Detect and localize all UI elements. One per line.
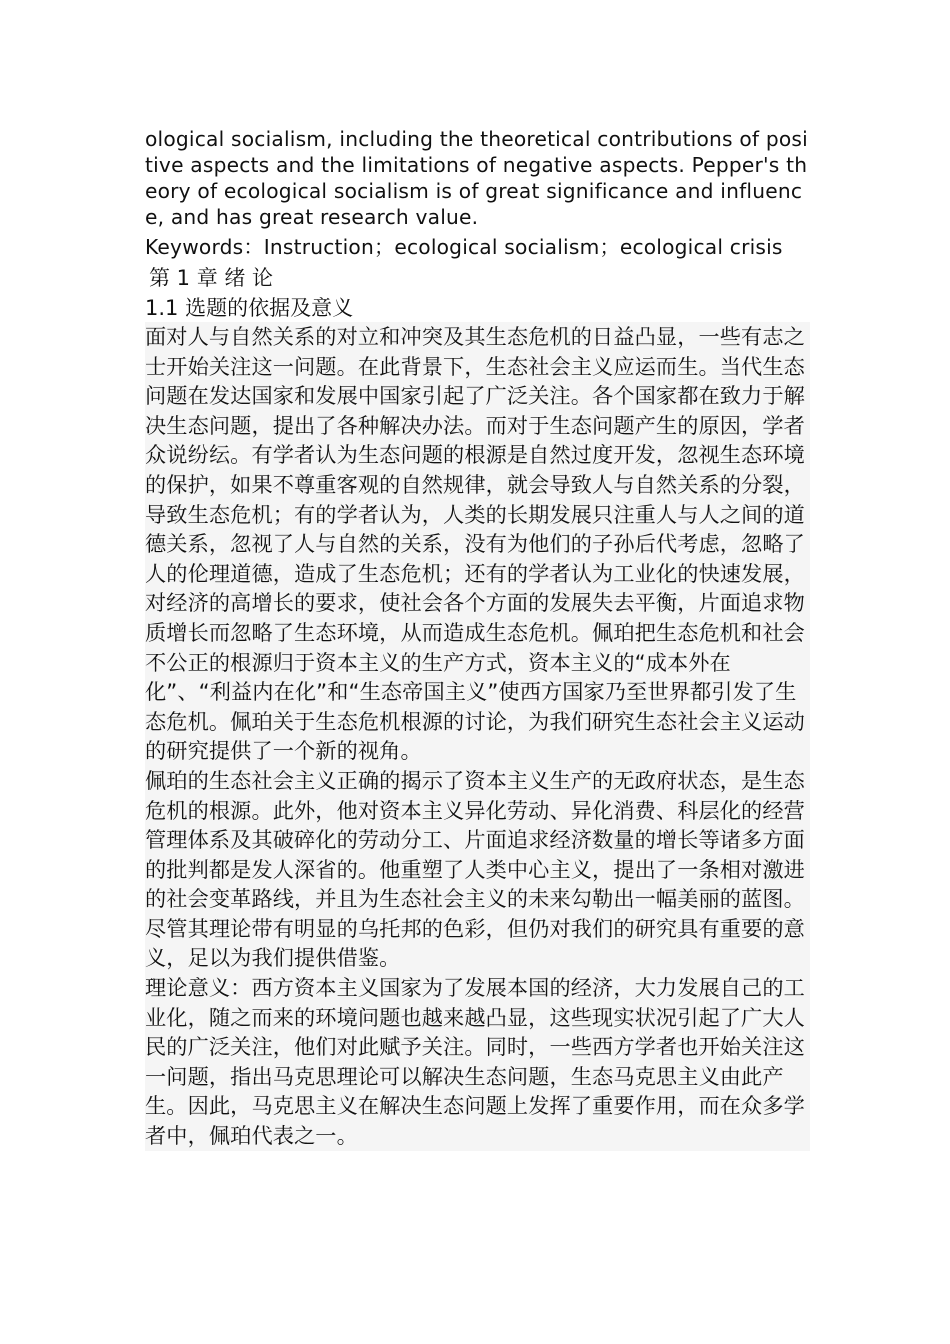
section-heading: 1.1 选题的依据及意义 (145, 296, 354, 320)
body-paragraph: 理论意义：西方资本主义国家为了发展本国的经济，大力发展自己的工业化，随之而来的环境问题也越来越凸显，这些现实状况引起了广大人民的广泛关注，他们对此赋予关注。同时，一些西方学者也开始关注这一问题，指出马克思理论可以解决生态问题，生态马克思主义由此产生。因此，马克思主义在解决生态问题上发挥了重要作用，而在众多学者中，佩珀代表之一。 (145, 973, 810, 1151)
keywords-line: Keywords：Instruction；ecological socialism；ecological crisis (145, 235, 783, 259)
body-paragraph: 面对人与自然关系的对立和冲突及其生态危机的日益凸显，一些有志之士开始关注这一问题。在此背景下，生态社会主义应运而生。当代生态问题在发达国家和发展中国家引起了广泛关注。各个国家都在致力于解决生态问题，提出了各种解决办法。而对于生态问题产生的原因，学者众说纷纭。有学者认为生态问题的根源是自然过度开发，忽视生态环境的保护，如果不尊重客观的自然规律，就会导致人与自然关系的分裂，导致生态危机；有的学者认为，人类的长期发展只注重人与人之间的道德关系，忽视了人与自然的关系，没有为他们的子孙后代考虑，忽略了人的伦理道德，造成了生态危机；还有的学者认为工业化的快速发展，对经济的高增长的要求，使社会各个方面的发展失去平衡，片面追求物质增长而忽略了生态环境，从而造成生态危机。佩珀把生态危机和社会不公正的根源归于资本主义的生产方式，资本主义的“成本外在化”、“利益内在化”和“生态帝国主义”使西方国家乃至世界都引发了生态危机。佩珀关于生态危机根源的讨论，为我们研究生态社会主义运动的研究提供了一个新的视角。 (145, 322, 810, 766)
chapter-heading: 第 1 章 绪 论 (149, 266, 274, 290)
document-body (145, 126, 810, 1151)
body-paragraph: 佩珀的生态社会主义正确的揭示了资本主义生产的无政府状态，是生态危机的根源。此外，他对资本主义异化劳动、异化消费、科层化的经营管理体系及其破碎化的劳动分工、片面追求经济数量的增长等诸多方面的批判都是发人深省的。他重塑了人类中心主义，提出了一条相对激进的社会变革路线，并且为生态社会主义的未来勾勒出一幅美丽的蓝图。尽管其理论带有明显的乌托邦的色彩，但仍对我们的研究具有重要的意义，足以为我们提供借鉴。 (145, 766, 810, 973)
abstract-text: ological socialism, including the theoretical contributions of positive aspects and the limitations of negative aspects. Pepper's theory of ecological socialism is of great significance and influence, and has great research value. (145, 127, 808, 229)
